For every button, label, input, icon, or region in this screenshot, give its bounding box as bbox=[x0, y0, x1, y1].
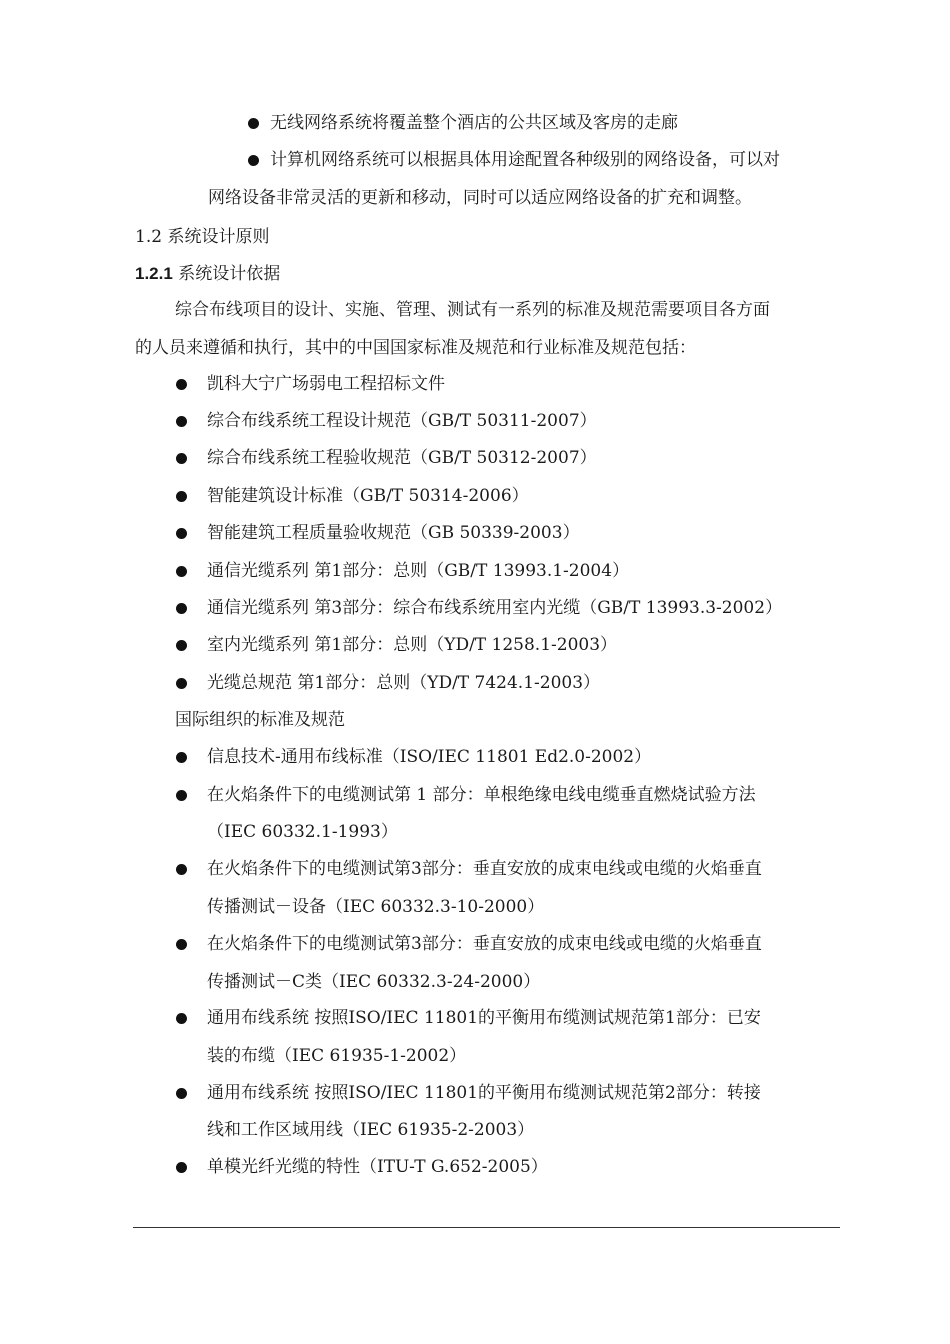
bullet-icon bbox=[176, 752, 187, 763]
bullet-icon bbox=[176, 528, 187, 539]
international-standard-continuation: 传播测试－设备（IEC 60332.3-10-2000） bbox=[207, 897, 545, 917]
bullet-icon bbox=[176, 1088, 187, 1099]
bullet-icon bbox=[176, 939, 187, 950]
bullet-icon bbox=[176, 790, 187, 801]
national-standard-item: 综合布线系统工程设计规范（GB/T 50311-2007） bbox=[207, 411, 597, 431]
international-standard-item: 在火焰条件下的电缆测试第 1 部分：单根绝缘电线电缆垂直燃烧试验方法 bbox=[207, 785, 756, 805]
subsection-number: 1.2.1 bbox=[135, 264, 173, 283]
national-standard-item: 智能建筑工程质量验收规范（GB 50339-2003） bbox=[207, 523, 580, 543]
bullet-icon bbox=[176, 640, 187, 651]
bullet-icon bbox=[176, 1013, 187, 1024]
bullet-icon bbox=[176, 603, 187, 614]
intro-paragraph-line: 的人员来遵循和执行，其中的中国国家标准及规范和行业标准及规范包括： bbox=[135, 338, 696, 358]
top-bullet-item: 无线网络系统将覆盖整个酒店的公共区域及客房的走廊 bbox=[270, 113, 678, 133]
international-standard-item: 在火焰条件下的电缆测试第3部分：垂直安放的成束电线或电缆的火焰垂直 bbox=[207, 934, 762, 954]
international-heading: 国际组织的标准及规范 bbox=[175, 710, 345, 730]
international-standard-continuation: 传播测试－C类（IEC 60332.3-24-2000） bbox=[207, 972, 541, 992]
international-standard-item: 通用布线系统 按照ISO/IEC 11801的平衡用布缆测试规范第2部分：转接 bbox=[207, 1083, 761, 1103]
international-standard-continuation: （IEC 60332.1-1993） bbox=[207, 822, 398, 842]
bullet-icon bbox=[176, 1162, 187, 1173]
bullet-icon bbox=[248, 118, 259, 129]
international-standard-item: 在火焰条件下的电缆测试第3部分：垂直安放的成束电线或电缆的火焰垂直 bbox=[207, 859, 762, 879]
international-standard-continuation: 线和工作区域用线（IEC 61935-2-2003） bbox=[207, 1120, 535, 1140]
subsection-title: 系统设计依据 bbox=[172, 264, 281, 284]
international-standard-item: 通用布线系统 按照ISO/IEC 11801的平衡用布缆测试规范第1部分：已安 bbox=[207, 1008, 761, 1028]
top-bullet-continuation: 网络设备非常灵活的更新和移动，同时可以适应网络设备的扩充和调整。 bbox=[208, 188, 752, 208]
top-bullet-item: 计算机网络系统可以根据具体用途配置各种级别的网络设备，可以对 bbox=[270, 150, 780, 170]
national-standard-item: 室内光缆系列 第1部分：总则（YD/T 1258.1-2003） bbox=[207, 635, 618, 655]
national-standard-item: 凯科大宁广场弱电工程招标文件 bbox=[207, 374, 445, 394]
bullet-icon bbox=[176, 566, 187, 577]
footer-rule bbox=[133, 1227, 840, 1228]
intro-paragraph-line: 综合布线项目的设计、实施、管理、测试有一系列的标准及规范需要项目各方面 bbox=[175, 300, 770, 320]
international-standard-item: 信息技术-通用布线标准（ISO/IEC 11801 Ed2.0-2002） bbox=[207, 747, 652, 767]
international-standard-continuation: 装的布缆（IEC 61935-1-2002） bbox=[207, 1046, 467, 1066]
bullet-icon bbox=[176, 491, 187, 502]
bullet-icon bbox=[176, 416, 187, 427]
national-standard-item: 通信光缆系列 第3部分：综合布线系统用室内光缆（GB/T 13993.3-2002） bbox=[207, 598, 783, 618]
national-standard-item: 智能建筑设计标准（GB/T 50314-2006） bbox=[207, 486, 529, 506]
bullet-icon bbox=[176, 678, 187, 689]
international-standard-item: 单模光纤光缆的特性（ITU-T G.652-2005） bbox=[207, 1157, 548, 1177]
national-standard-item: 光缆总规范 第1部分：总则（YD/T 7424.1-2003） bbox=[207, 673, 601, 693]
bullet-icon bbox=[176, 379, 187, 390]
subsection-heading bbox=[135, 262, 280, 286]
bullet-icon bbox=[176, 864, 187, 875]
bullet-icon bbox=[248, 155, 259, 166]
section-title: 1.2 系统设计原则 bbox=[135, 227, 270, 247]
national-standard-item: 通信光缆系列 第1部分：总则（GB/T 13993.1-2004） bbox=[207, 561, 630, 581]
national-standard-item: 综合布线系统工程验收规范（GB/T 50312-2007） bbox=[207, 448, 597, 468]
bullet-icon bbox=[176, 453, 187, 464]
